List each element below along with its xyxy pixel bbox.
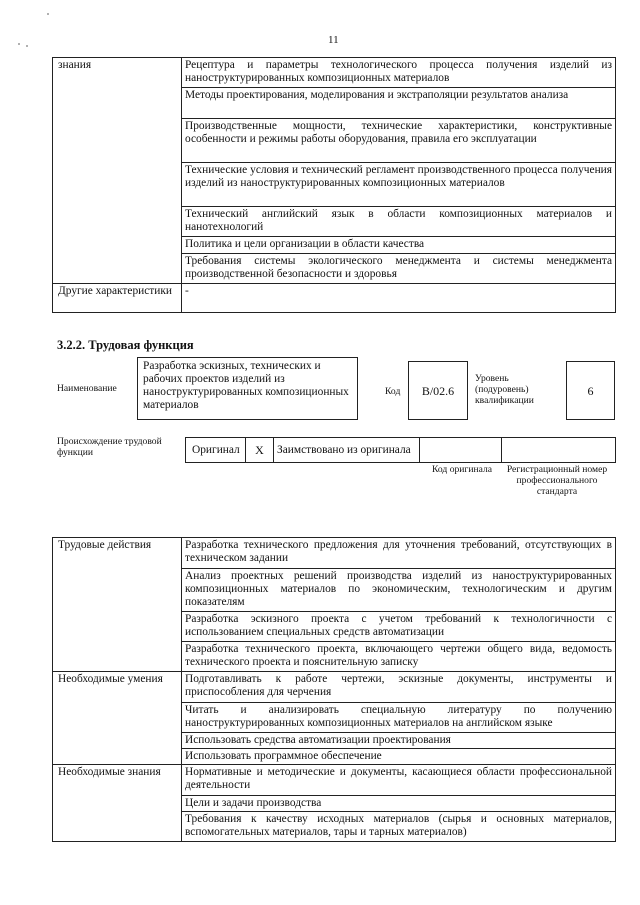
- original-code-cell: [420, 438, 502, 463]
- knowledge-item: Технический английский язык в области композиционных материалов и нанотехнологий: [182, 207, 616, 237]
- skill-item: Использовать средства автоматизации проектирования: [182, 733, 616, 749]
- section-heading: 3.2.2. Трудовая функция: [57, 338, 194, 352]
- level-box: [566, 361, 615, 420]
- action-item: Разработка технического предложения для уточнения требований, отсутствующих в техническом задании: [182, 538, 616, 569]
- scan-speck: [47, 13, 49, 15]
- knowledge-item: Технические условия и технический регламент производственного процесса получения изделий из наноструктурированных композиционных материалов: [182, 163, 616, 207]
- scan-speck: [18, 43, 20, 45]
- registration-caption: Регистрационный номер профессионального стандарта: [506, 464, 608, 497]
- code-box: [408, 361, 468, 420]
- code-value: B/02.6: [421, 384, 455, 398]
- skill-item: Читать и анализировать специальную литературу по получению наноструктурированных композиционных материалов на английском языке: [182, 703, 616, 733]
- knowledge-item: Рецептура и параметры технологического процесса получения изделий из наноструктурированных композиционных материалов: [182, 58, 616, 88]
- knowledge-table-continued: [52, 57, 616, 313]
- function-details-table: [52, 537, 616, 842]
- action-item: Разработка технического проекта, включающего чертежи общего вида, ведомость технического проекта и пояснительную записку: [182, 642, 616, 672]
- knowledge-required-item: Цели и задачи производства: [182, 796, 616, 812]
- row-label-other: Другие характеристики: [53, 284, 182, 313]
- origin-table: [185, 437, 616, 463]
- level-label: Уровень (подуровень) квалификации: [475, 373, 534, 406]
- knowledge-item: Производственные мощности, технические характеристики, конструктивные особенности и режимы работы оборудования, правила его эксплуатации: [182, 119, 616, 163]
- row-label-skills: Необходимые умения: [53, 672, 182, 765]
- skill-item: Использовать программное обеспечение: [182, 749, 616, 765]
- knowledge-item: Методы проектирования, моделирования и экстраполяции результатов анализа: [182, 88, 616, 119]
- action-item: Разработка эскизного проекта с учетом требований к технологичности с использованием специальных средств автоматизации: [182, 612, 616, 642]
- knowledge-required-item: Требования к качеству исходных материалов (сырья и основных материалов, вспомогательных материалов, тары и тарных материалов): [182, 812, 616, 842]
- borrowed-label: Заимствовано из оригинала: [274, 438, 420, 463]
- name-label: Наименование: [57, 383, 117, 394]
- origin-label: Происхождение трудовой функции: [57, 436, 162, 458]
- function-name: Разработка эскизных, технических и рабочих проектов изделий из наноструктурированных композиционных материалов: [143, 360, 349, 411]
- level-value: 6: [587, 384, 594, 398]
- action-item: Анализ проектных решений производства изделий из наноструктурированных композиционных материалов по экономическим, технологическим и другим показателям: [182, 569, 616, 612]
- row-label-knowledge: знания: [53, 58, 182, 284]
- other-value: -: [182, 284, 616, 313]
- code-caption: Код оригинала: [431, 464, 493, 475]
- scan-speck: [26, 45, 28, 47]
- row-label-actions: Трудовые действия: [53, 538, 182, 672]
- knowledge-required-item: Нормативные и методические и документы, касающиеся области профессиональной деятельности: [182, 765, 616, 796]
- original-mark: X: [246, 438, 274, 463]
- registration-number-cell: [502, 438, 616, 463]
- page-number: 11: [328, 34, 339, 46]
- original-label: Оригинал: [186, 438, 246, 463]
- code-label: Код: [385, 386, 401, 397]
- row-label-knowledge-required: Необходимые знания: [53, 765, 182, 842]
- knowledge-item: Требования системы экологического менеджмента и системы менеджмента производственной безопасности и здоровья: [182, 254, 616, 284]
- knowledge-item: Политика и цели организации в области качества: [182, 237, 616, 254]
- skill-item: Подготавливать к работе чертежи, эскизные документы, инструменты и приспособления для черчения: [182, 672, 616, 703]
- function-name-box: [137, 357, 358, 420]
